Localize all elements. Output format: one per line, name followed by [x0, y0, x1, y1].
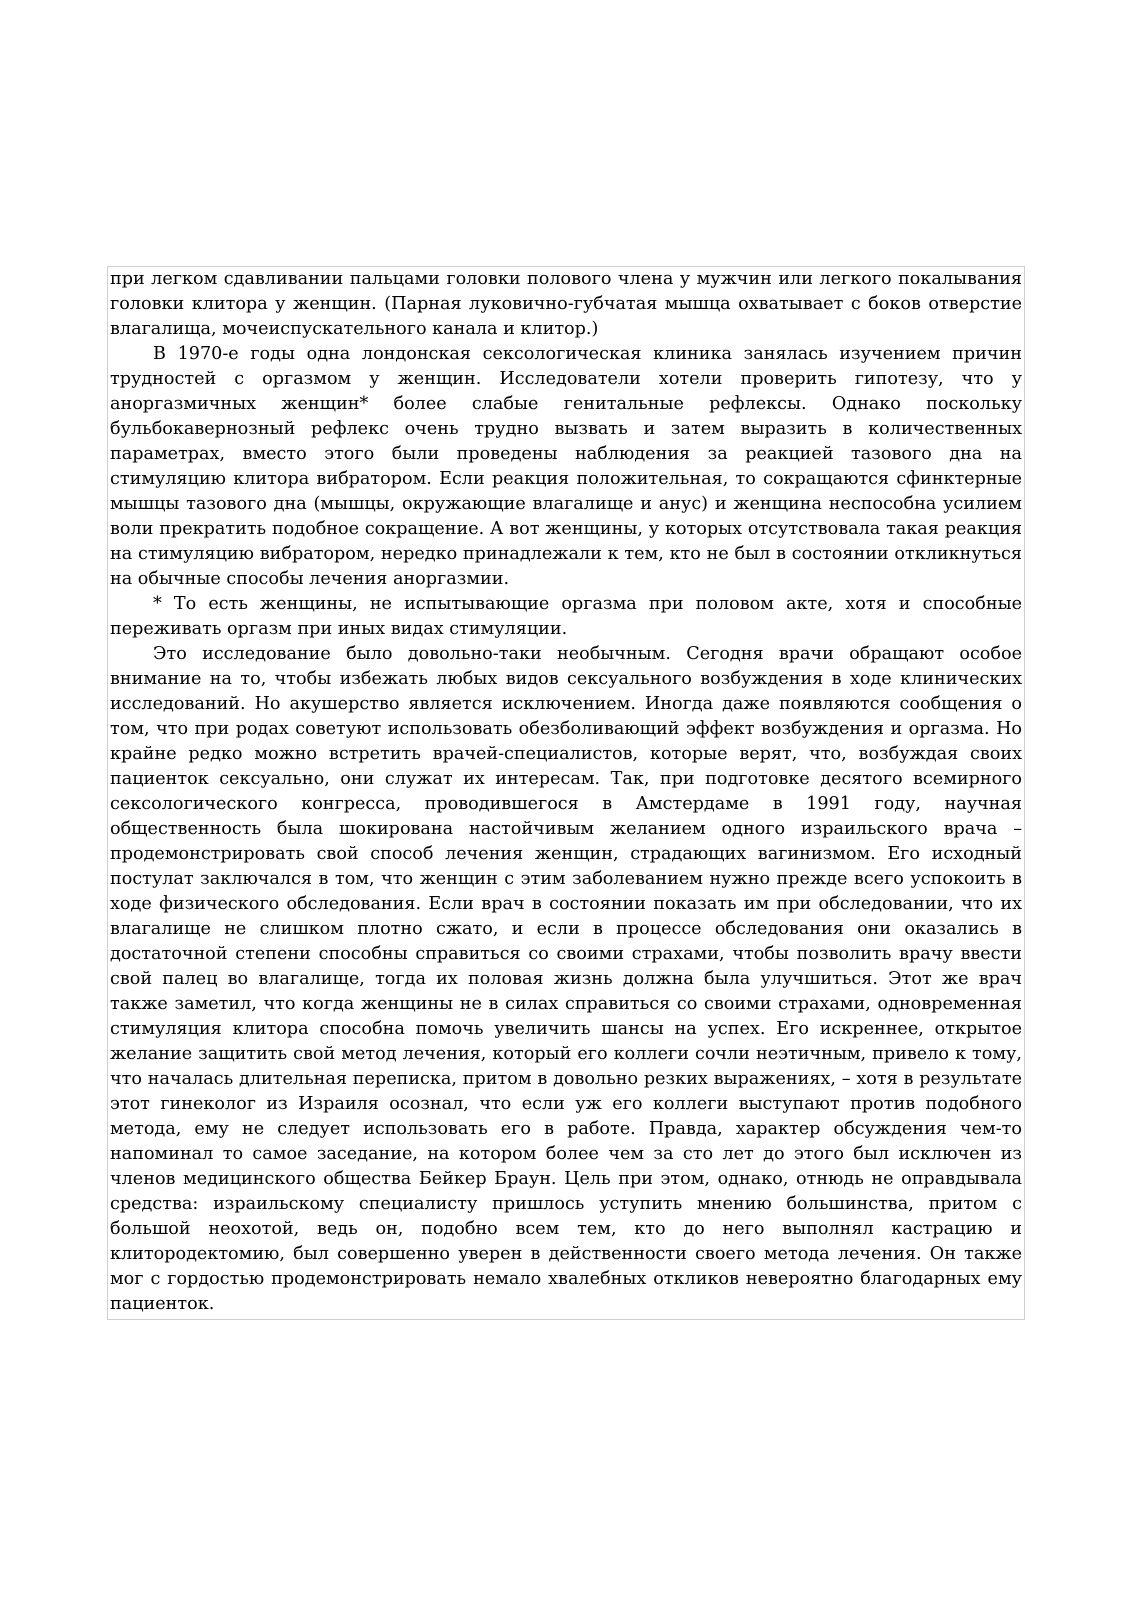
- paragraph-unusual-study: Это исследование было довольно-таки необычным. Сегодня врачи обращают особое внимание на то, чтобы избежать любых видов сексуального возбуждения в ходе клинических исследований. Но акушерство является исключением. Иногда даже появляются сообщения о том, что при родах советуют использовать обезболивающий эффект возбуждения и оргазма. Но крайне редко можно встретить врачей-специалистов, которые верят, что, возбуждая своих пациенток сексуально, они служат их интересам. Так, при подготовке десятого всемирного сексологического конгресса, проводившегося в Амстердаме в 1991 году, научная общественность была шокирована настойчивым желанием одного израильского врача – продемонстрировать свой способ лечения женщин, страдающих вагинизмом. Его исходный постулат заключался в том, что женщин с этим заболеванием нужно прежде всего успокоить в ходе физического обследования. Если врач в состоянии показать им при обследовании, что их влагалище не слишком плотно сжато, и если в процессе обследования они оказались в достаточной степени способны справиться со своими страхами, чтобы позволить врачу ввести свой палец во влагалище, тогда их половая жизнь должна была улучшиться. Этот же врач также заметил, что когда женщины не в силах справиться со своими страхами, одновременная стимуляция клитора способна помочь увеличить шансы на успех. Его искреннее, открытое желание защитить свой метод лечения, который его коллеги сочли неэтичным, привело к тому, что началась длительная переписка, притом в довольно резких выражениях, – хотя в результате этот гинеколог из Израиля осознал, что если уж его коллеги выступают против подобного метода, ему не следует использовать его в работе. Правда, характер обсуждения чем-то напоминал то самое заседание, на котором более чем за сто лет до этого был исключен из членов медицинского общества Бейкер Браун. Цель при этом, однако, отнюдь не оправдывала средства: израильскому специалисту пришлось уступить мнению большинства, притом с большой неохотой, ведь он, подобно всем тем, кто до него выполнял кастрацию и клитородектомию, был совершенно уверен в действенности своего метода лечения. Он также мог с гордостью продемонстрировать немало хвалебных откликов невероятно благодарных ему пациенток.: [110, 644, 1022, 1314]
- text-body: [107, 266, 1025, 1320]
- paragraph-continuation: при легком сдавливании пальцами головки полового члена у мужчин или легкого покалывания головки клитора у женщин. (Парная луковично-губчатая мышца охватывает с боков отверстие влагалища, мочеиспускательного канала и клитор.): [110, 269, 1022, 339]
- footnote-paragraph: * То есть женщины, не испытывающие оргазма при половом акте, хотя и способные переживать оргазм при иных видах стимуляции.: [110, 594, 1022, 639]
- paragraph-london-clinic: В 1970-е годы одна лондонская сексологическая клиника занялась изучением причин трудностей с оргазмом у женщин. Исследователи хотели проверить гипотезу, что у аноргазмичных женщин* более слабые генитальные рефлексы. Однако поскольку бульбокавернозный рефлекс очень трудно вызвать и затем выразить в количественных параметрах, вместо этого были проведены наблюдения за реакцией тазового дна на стимуляцию клитора вибратором. Если реакция положительная, то сокращаются сфинктерные мышцы тазового дна (мышцы, окружающие влагалище и анус) и женщина неспособна усилием воли прекратить подобное сокращение. А вот женщины, у которых отсутствовала такая реакция на стимуляцию вибратором, нередко принадлежали к тем, кто не был в состоянии откликнуться на обычные способы лечения аноргазмии.: [110, 344, 1022, 589]
